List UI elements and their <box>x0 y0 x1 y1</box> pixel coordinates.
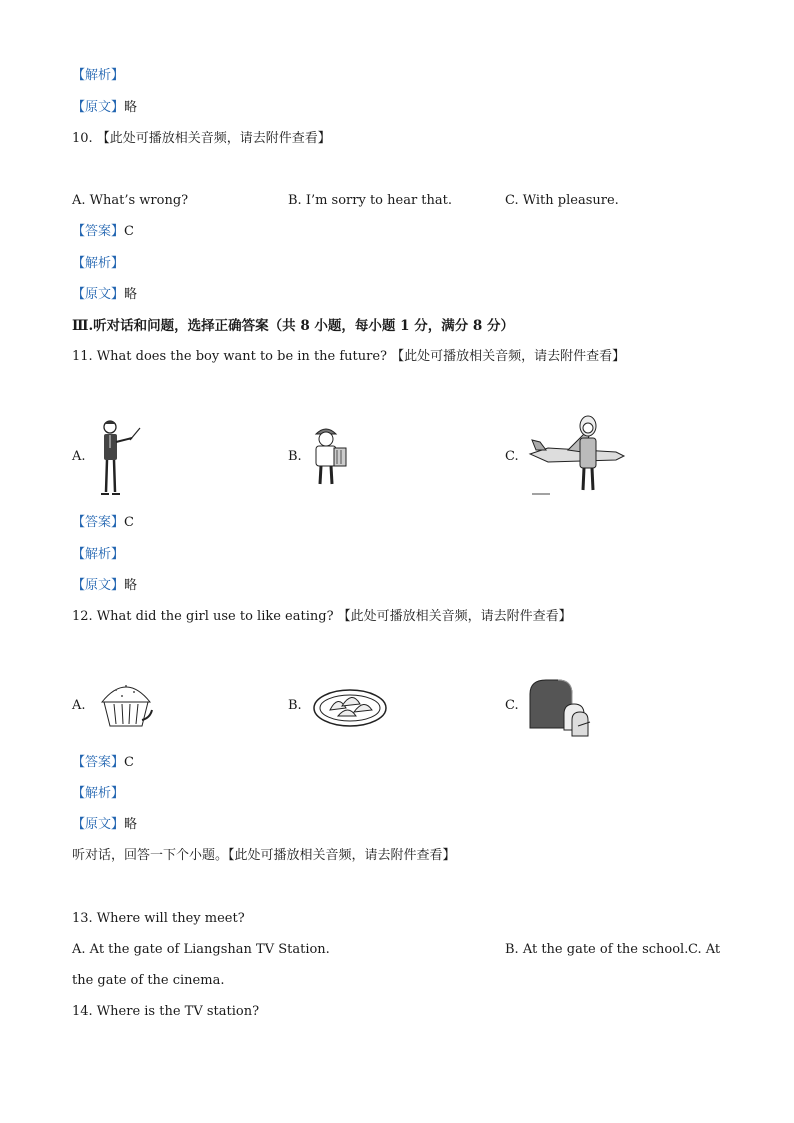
analysis-label: 【解析】 <box>72 256 125 271</box>
answer-value: C <box>124 224 134 239</box>
analysis-label: 【解析】 <box>72 68 125 83</box>
q12-option-a-label[interactable]: A. <box>72 698 86 713</box>
dialogue-intro: 听对话，回答一下个小题。【此处可播放相关音频，请去附件查看】 <box>72 848 456 863</box>
answer-row-10 <box>72 223 134 241</box>
answer-value: C <box>124 755 134 770</box>
original-label: 【原文】 <box>72 578 125 593</box>
original-value: 略 <box>124 287 138 302</box>
original-text-row <box>72 99 137 117</box>
worker-icon[interactable] <box>310 424 354 488</box>
answer-value: C <box>124 515 134 530</box>
teacher-icon[interactable] <box>96 418 144 498</box>
q12-option-c-label[interactable]: C. <box>505 698 519 713</box>
q10-option-c[interactable]: C. With pleasure. <box>505 193 619 208</box>
question-11: 11. What does the boy want to be in the future? 【此处可播放相关音频，请去附件查看】 <box>72 349 626 364</box>
question-14: 14. Where is the TV station? <box>72 1004 260 1019</box>
question-12: 12. What did the girl use to like eating? 【此处可播放相关音频，请去附件查看】 <box>72 609 572 624</box>
muffin-icon[interactable] <box>96 674 156 734</box>
answer-row-12 <box>72 754 134 772</box>
bread-loaf-icon[interactable] <box>524 674 594 740</box>
original-label: 【原文】 <box>72 100 125 115</box>
answer-label: 【答案】 <box>72 224 125 239</box>
original-label: 【原文】 <box>72 287 125 302</box>
original-value: 略 <box>124 578 138 593</box>
original-text-row <box>72 286 137 304</box>
answer-row-11 <box>72 514 134 532</box>
q12-option-b-label[interactable]: B. <box>288 698 302 713</box>
question-13: 13. Where will they meet? <box>72 911 245 926</box>
question-10: 10. 【此处可播放相关音频，请去附件查看】 <box>72 131 331 146</box>
q11-option-b-label[interactable]: B. <box>288 449 302 464</box>
q13-option-c-end[interactable]: the gate of the cinema. <box>72 973 225 988</box>
pilot-airplane-icon[interactable] <box>528 412 626 496</box>
answer-label: 【答案】 <box>72 755 125 770</box>
original-value: 略 <box>124 100 138 115</box>
dumplings-plate-icon[interactable] <box>312 684 388 728</box>
q10-option-a[interactable]: A. What’s wrong? <box>72 193 189 208</box>
analysis-label: 【解析】 <box>72 547 125 562</box>
q10-option-b[interactable]: B. I’m sorry to hear that. <box>288 193 452 208</box>
q11-option-c-label[interactable]: C. <box>505 449 519 464</box>
original-text-row <box>72 577 137 595</box>
original-label: 【原文】 <box>72 817 125 832</box>
analysis-label: 【解析】 <box>72 786 125 801</box>
q13-option-a[interactable]: A. At the gate of Liangshan TV Station. <box>72 942 330 957</box>
answer-label: 【答案】 <box>72 515 125 530</box>
q11-option-a-label[interactable]: A. <box>72 449 86 464</box>
original-value: 略 <box>124 817 138 832</box>
q13-option-b[interactable]: B. At the gate of the school. <box>505 942 689 957</box>
original-text-row <box>72 816 137 834</box>
q13-option-c-start[interactable]: C. At <box>688 942 721 957</box>
section-title: Ⅲ.听对话和问题，选择正确答案（共 8 小题，每小题 1 分，满分 8 分） <box>72 318 515 334</box>
